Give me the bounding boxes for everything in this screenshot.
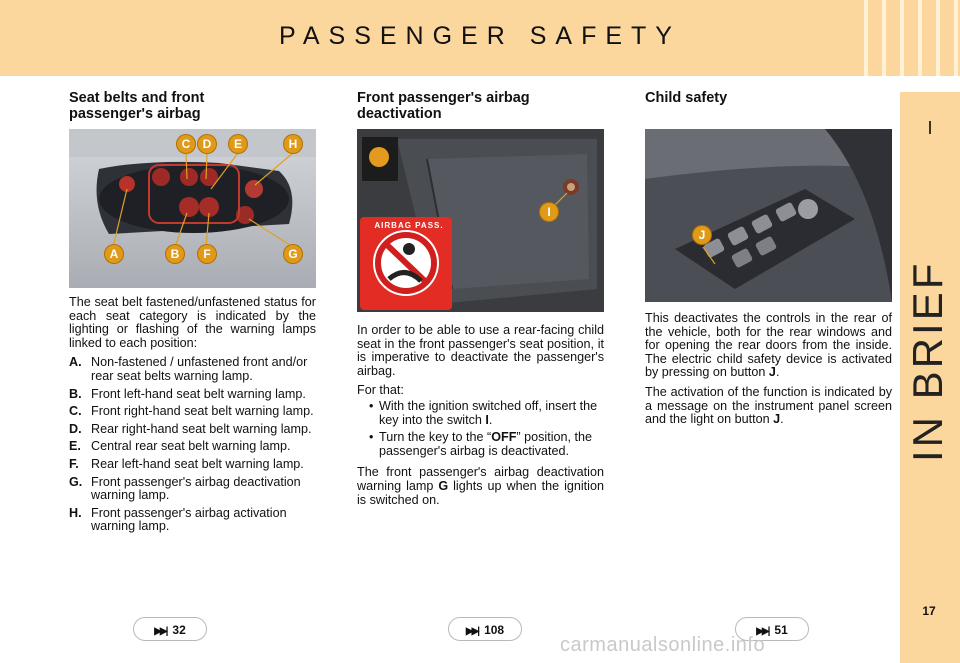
section-title: IN BRIEF [904, 260, 951, 462]
callout-i: I [540, 203, 558, 221]
airbag-bullet-1: • With the ignition switched off, insert the key into the switch I. [369, 398, 598, 427]
lamp-item-d: D. Rear right-hand seat belt warning lamp. [69, 421, 312, 436]
lamp-item-b: B. Front left-hand seat belt warning lamp. [69, 386, 306, 401]
page-ref-108[interactable]: ▶▶| 108 [448, 617, 522, 641]
callout-c: C [177, 135, 195, 153]
callout-e: E [229, 135, 247, 153]
callout-h: H [284, 135, 302, 153]
lamp-item-c: C. Front right-hand seat belt warning lamp. [69, 404, 314, 419]
child-safety-p1: This deactivates the controls in the rear of the vehicle, both for the rear windows and for opening the rear doors from the inside. The electric child safety device is activated by pressing on button J. [645, 311, 892, 380]
airbag-deactivation-heading: Front passenger's airbag deactivation [357, 90, 530, 122]
airbag-p3: The front passenger's airbag deactivation warning lamp G lights up when the ignition is switched on. [357, 465, 604, 507]
door-window-controls-photo [645, 129, 892, 302]
airbag-p1: In order to be able to use a rear-facing child seat in the front passenger's seat position, it is imperative to deactivate the passenger's airbag. [357, 323, 604, 378]
page-title: PASSENGER SAFETY [279, 22, 681, 50]
callout-d: D [198, 135, 216, 153]
child-safety-heading: Child safety [645, 90, 728, 106]
lamp-item-h: H. Front passenger's airbag activation warning lamp. [69, 505, 287, 534]
airbag-sticker-label: AIRBAG PASS. [374, 221, 444, 230]
skip-forward-icon: ▶▶| [154, 626, 167, 637]
lamp-item-e: E. Central rear seat belt warning lamp. [69, 439, 291, 454]
page-ref-51[interactable]: ▶▶| 51 [735, 617, 809, 641]
dashboard-warning-lamps-photo [69, 129, 316, 288]
callout-a: A [105, 245, 123, 263]
airbag-body [357, 324, 604, 513]
seat-belts-heading: Seat belts and front passenger's airbag [69, 90, 205, 122]
seat-belts-body [69, 296, 316, 538]
callout-b: B [166, 245, 184, 263]
watermark: carmanualsonline.info [560, 634, 766, 656]
skip-forward-icon: ▶▶| [756, 626, 769, 637]
page-ref-32[interactable]: ▶▶| 32 [133, 617, 207, 641]
skip-forward-icon: ▶▶| [465, 626, 479, 637]
chapter-number: I [927, 118, 933, 138]
lamp-item-g: G. Front passenger's airbag deactivation warning lamp. [69, 474, 301, 503]
child-safety-body [645, 312, 892, 433]
lamp-item-a: A. Non-fastened / unfastened front and/or rear seat belts warning lamp. [69, 355, 308, 383]
callout-f: F [198, 245, 216, 263]
page-number: 17 [922, 604, 936, 618]
callout-j: J [693, 226, 711, 244]
child-safety-p2: The activation of the function is indicated by a message on the instrument panel screen and the light on button J. [645, 384, 892, 427]
airbag-bullet-2: • Turn the key to the “OFF” position, the passenger's airbag is deactivated. [369, 430, 593, 458]
lamp-item-f: F. Rear left-hand seat belt warning lamp. [69, 456, 304, 471]
seat-belts-intro: The seat belt fastened/unfastened status for each seat category is indicated by the lighting or flashing of the warning lamps linked to each position: [69, 295, 316, 350]
airbag-p2: For that: [357, 383, 404, 398]
callout-g: G [284, 245, 302, 263]
glovebox-airbag-switch-photo [357, 129, 604, 312]
